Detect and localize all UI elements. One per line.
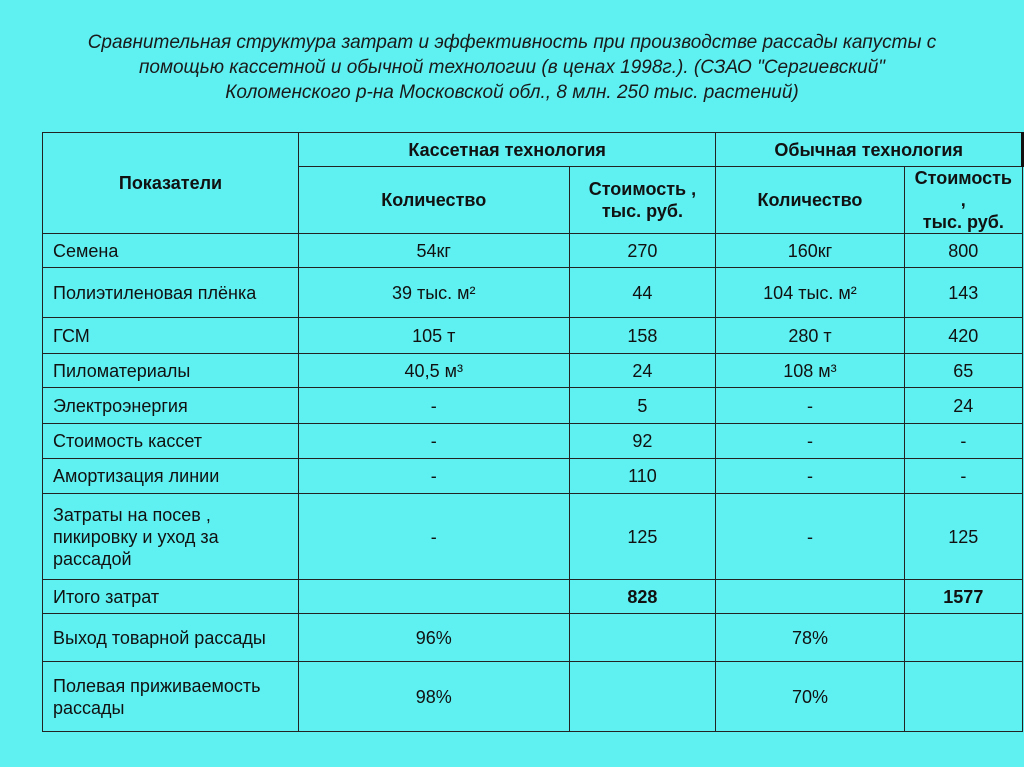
row-indicator-name	[43, 494, 299, 580]
row-indicator-line: Затраты на посев ,	[53, 504, 211, 525]
title-line-3: Коломенского р-на Московской обл., 8 млн. 250 тыс. растений)	[225, 82, 799, 103]
cell-ordinary-quantity: -	[716, 424, 904, 459]
row-indicator-line: ГСМ	[53, 325, 90, 346]
cell-cassette-quantity: -	[298, 424, 569, 459]
cell-ordinary-cost: 125	[904, 494, 1022, 580]
header-cost-line1: Стоимость ,	[914, 168, 1012, 210]
cell-cassette-cost: 5	[569, 388, 716, 424]
cell-ordinary-quantity: -	[716, 494, 904, 580]
cell-cassette-quantity: -	[298, 459, 569, 494]
row-indicator-line: Семена	[53, 240, 119, 261]
header-cost-line2: тыс. руб.	[922, 212, 1004, 232]
table-row	[43, 388, 1023, 424]
row-indicator-name	[43, 662, 299, 732]
cell-ordinary-cost: 1577	[904, 580, 1022, 614]
cell-ordinary-cost: -	[904, 459, 1022, 494]
header-cost-line2: тыс. руб.	[601, 201, 683, 221]
table-row	[43, 580, 1023, 614]
cell-cassette-cost: 828	[569, 580, 716, 614]
cell-cassette-cost: 110	[569, 459, 716, 494]
header-cassette-quantity: Количество	[298, 167, 569, 234]
table-row	[43, 354, 1023, 388]
cell-cassette-cost	[569, 662, 716, 732]
header-ordinary-technology: Обычная технология	[716, 133, 1023, 167]
row-indicator-name	[43, 318, 299, 354]
row-indicator-name	[43, 459, 299, 494]
cell-ordinary-cost: 65	[904, 354, 1022, 388]
page-title	[40, 30, 984, 105]
header-cassette-cost	[569, 167, 716, 234]
cell-ordinary-cost: 420	[904, 318, 1022, 354]
row-indicator-name	[43, 234, 299, 268]
cell-ordinary-cost: -	[904, 424, 1022, 459]
cell-ordinary-quantity: -	[716, 459, 904, 494]
row-indicator-name	[43, 354, 299, 388]
cell-cassette-quantity: 98%	[298, 662, 569, 732]
cell-cassette-quantity: -	[298, 388, 569, 424]
cost-comparison-table	[42, 132, 1024, 732]
cell-ordinary-quantity: 280 т	[716, 318, 904, 354]
cell-ordinary-cost: 24	[904, 388, 1022, 424]
cell-ordinary-quantity: 78%	[716, 614, 904, 662]
row-indicator-name	[43, 614, 299, 662]
header-ordinary-cost	[904, 167, 1022, 234]
table-row	[43, 318, 1023, 354]
table-row	[43, 494, 1023, 580]
cell-ordinary-quantity: 70%	[716, 662, 904, 732]
cell-ordinary-cost: 800	[904, 234, 1022, 268]
header-cost-line1: Стоимость ,	[588, 179, 697, 199]
cell-cassette-cost: 158	[569, 318, 716, 354]
table-row	[43, 662, 1023, 732]
cell-cassette-quantity: 39 тыс. м²	[298, 268, 569, 318]
cell-cassette-cost: 92	[569, 424, 716, 459]
table-row	[43, 424, 1023, 459]
table-body	[43, 234, 1023, 732]
cell-ordinary-quantity: 108 м³	[716, 354, 904, 388]
cell-ordinary-cost	[904, 614, 1022, 662]
cell-cassette-cost: 125	[569, 494, 716, 580]
cell-cassette-cost	[569, 614, 716, 662]
row-indicator-line: Полиэтиленовая плёнка	[53, 282, 257, 303]
table-row	[43, 614, 1023, 662]
row-indicator-line: рассады	[53, 697, 125, 718]
header-indicators: Показатели	[43, 133, 299, 234]
header-cassette-technology: Кассетная технология	[298, 133, 715, 167]
cell-cassette-cost: 24	[569, 354, 716, 388]
row-indicator-line: Электроэнергия	[53, 395, 188, 416]
cell-cassette-quantity	[298, 580, 569, 614]
cell-cassette-quantity: 54кг	[298, 234, 569, 268]
row-indicator-line: Итого затрат	[53, 586, 160, 607]
row-indicator-line: Стоимость кассет	[53, 431, 203, 451]
table-row	[43, 268, 1023, 318]
row-indicator-line: Пиломатериалы	[53, 360, 191, 381]
row-indicator-name	[43, 388, 299, 424]
cell-ordinary-cost: 143	[904, 268, 1022, 318]
cell-ordinary-quantity: -	[716, 388, 904, 424]
row-indicator-name	[43, 268, 299, 318]
cell-cassette-quantity: 105 т	[298, 318, 569, 354]
cell-ordinary-quantity: 104 тыс. м²	[716, 268, 904, 318]
cell-cassette-quantity: -	[298, 494, 569, 580]
row-indicator-name	[43, 580, 299, 614]
row-indicator-line: рассадой	[53, 548, 132, 569]
row-indicator-line: Полевая приживаемость	[53, 675, 261, 696]
header-ordinary-quantity: Количество	[716, 167, 904, 234]
table-row	[43, 459, 1023, 494]
row-indicator-line: пикировку и уход за	[53, 526, 219, 547]
table-row	[43, 234, 1023, 268]
cell-ordinary-quantity	[716, 580, 904, 614]
cell-ordinary-quantity: 160кг	[716, 234, 904, 268]
cell-cassette-quantity: 96%	[298, 614, 569, 662]
row-indicator-line: Амортизация линии	[53, 466, 220, 486]
cell-cassette-quantity: 40,5 м³	[298, 354, 569, 388]
cell-ordinary-cost	[904, 662, 1022, 732]
row-indicator-line: Выход товарной рассады	[53, 627, 266, 648]
title-line-1: Сравнительная структура затрат и эффективность при производстве рассады капусты с	[87, 32, 937, 53]
title-line-2: помощью кассетной и обычной технологии (в ценах 1998г.). (СЗАО "Сергиевский"	[138, 57, 886, 78]
cell-cassette-cost: 44	[569, 268, 716, 318]
row-indicator-name	[43, 424, 299, 459]
cell-cassette-cost: 270	[569, 234, 716, 268]
